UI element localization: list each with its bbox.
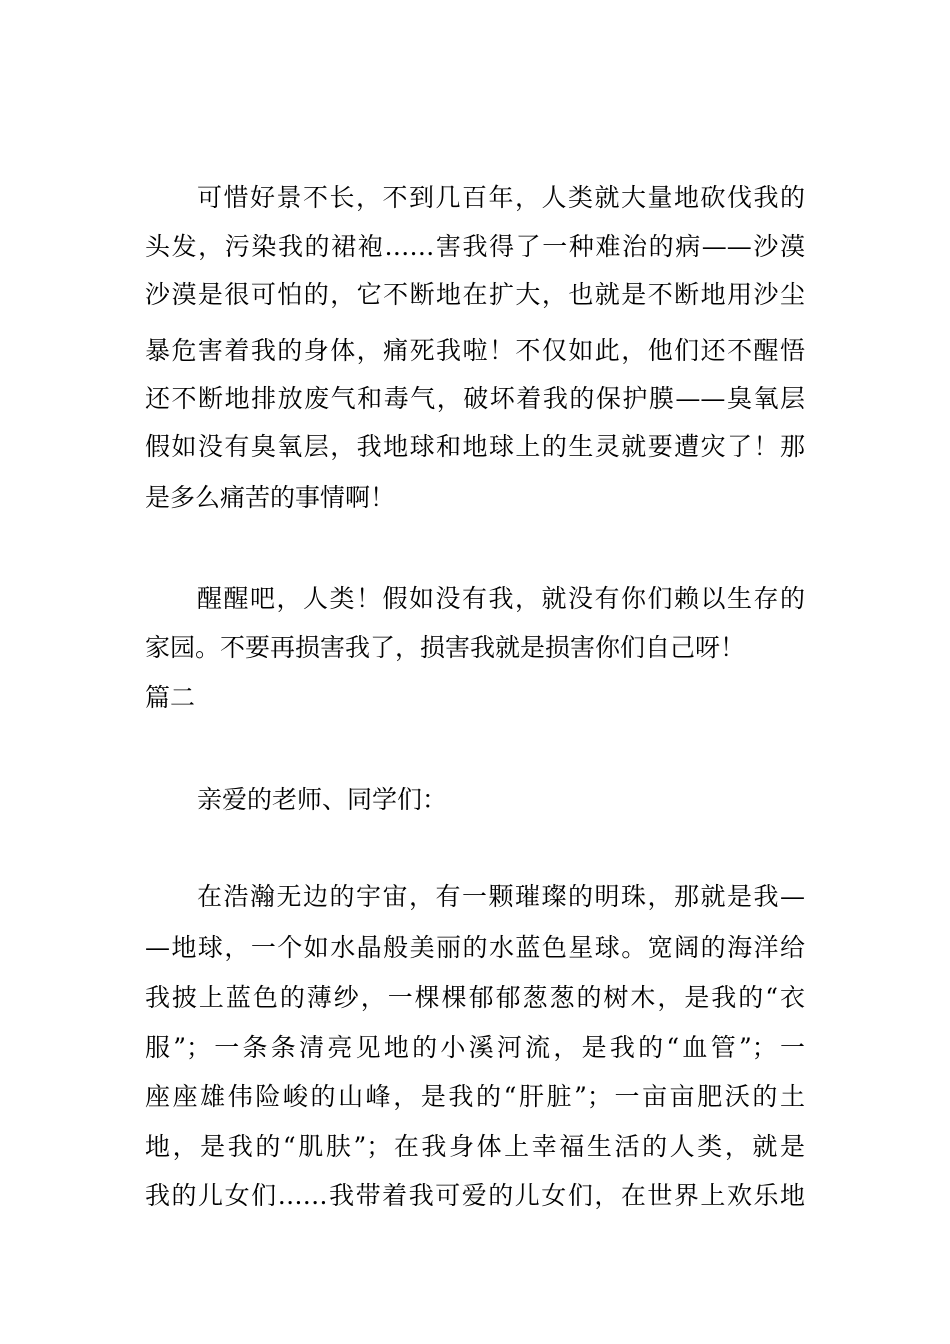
text-line: 假如没有臭氧层，我地球和地球上的生灵就要遭灾了！那 [145,432,805,461]
section-heading: 篇二 [145,683,196,712]
text-line: 服”；一条条清亮见地的小溪河流，是我的“血管”；一 [145,1033,805,1062]
text-line: 家园。不要再损害我了，损害我就是损害你们自己呀！ [145,633,746,662]
text-line: —地球，一个如水晶般美丽的水蓝色星球。宽阔的海洋给 [145,933,805,962]
text-line: 暴危害着我的身体，痛死我啦！不仅如此，他们还不醒悟 [145,336,805,365]
text-line: 还不断地排放废气和毒气，破坏着我的保护膜——臭氧层 [145,384,805,413]
text-line: 我的儿女们……我带着我可爱的儿女们，在世界上欢乐地 [145,1181,805,1210]
text-line: 醒醒吧，人类！假如没有我，就没有你们赖以生存的 [197,584,805,613]
text-line: 是多么痛苦的事情啊！ [145,483,396,512]
text-line: 座座雄伟险峻的山峰，是我的“肝脏”；一亩亩肥沃的土 [145,1082,805,1111]
text-line: 地，是我的“肌肤”；在我身体上幸福生活的人类，就是 [145,1132,805,1161]
greeting: 亲爱的老师、同学们： [197,785,448,814]
text-line: 头发，污染我的裙袍……害我得了一种难治的病——沙漠 [145,232,805,261]
text-line: 可惜好景不长，不到几百年，人类就大量地砍伐我的 [197,183,805,212]
text-line: 我披上蓝色的薄纱，一棵棵郁郁葱葱的树木，是我的“衣 [145,983,805,1012]
text-line: 在浩瀚无边的宇宙，有一颗璀璨的明珠，那就是我— [197,882,805,911]
text-line: 沙漠是很可怕的，它不断地在扩大，也就是不断地用沙尘 [145,280,805,309]
